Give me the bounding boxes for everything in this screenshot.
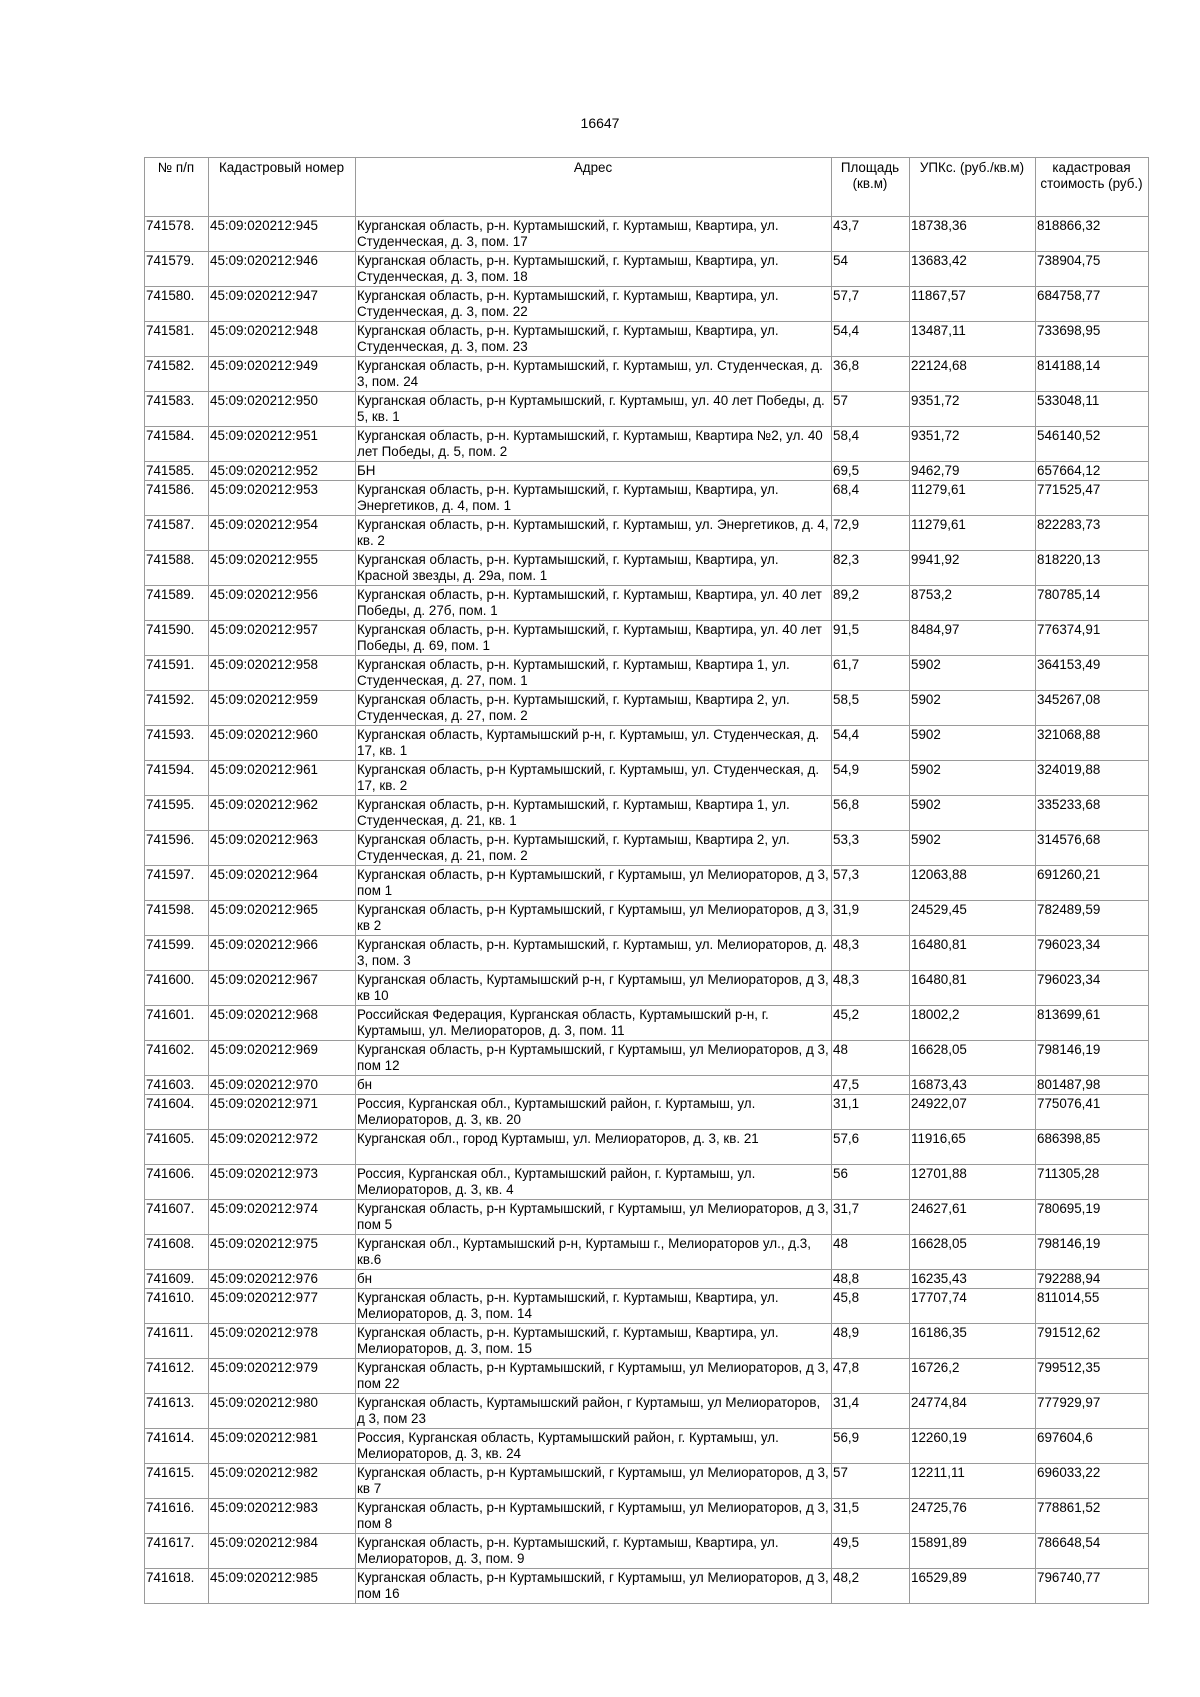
address-cell: Курганская обл., Куртамышский р-н, Куртамыш г., Мелиораторов ул., д.3, кв.6: [356, 1235, 832, 1270]
cadastral-number-cell: 45:09:020212:972: [209, 1130, 356, 1165]
address-cell: Россия, Курганская обл., Куртамышский район, г. Куртамыш, ул. Мелиораторов, д. 3, кв. 20: [356, 1095, 832, 1130]
area-cell: 54,4: [832, 726, 910, 761]
cadastral-value-cell: 799512,35: [1036, 1359, 1149, 1394]
cadastral-number-cell: 45:09:020212:970: [209, 1076, 356, 1095]
address-cell: Курганская область, р-н Куртамышский, г Куртамыш, ул Мелиораторов, д 3, пом 22: [356, 1359, 832, 1394]
table-row: [145, 656, 1149, 691]
cadastral-value-cell: 771525,47: [1036, 481, 1149, 516]
row-index-cell: 741612.: [145, 1359, 209, 1394]
upks-cell: 24627,61: [910, 1200, 1036, 1235]
area-cell: 57: [832, 392, 910, 427]
area-cell: 72,9: [832, 516, 910, 551]
upks-cell: 17707,74: [910, 1289, 1036, 1324]
address-cell: Курганская область, Куртамышский р-н, г Куртамыш, ул Мелиораторов, д 3, кв 10: [356, 971, 832, 1006]
upks-cell: 24774,84: [910, 1394, 1036, 1429]
area-cell: 56,8: [832, 796, 910, 831]
cadastral-number-cell: 45:09:020212:982: [209, 1464, 356, 1499]
row-index-cell: 741601.: [145, 1006, 209, 1041]
row-index-cell: 741587.: [145, 516, 209, 551]
address-cell: Курганская область, р-н. Куртамышский, г. Куртамыш, Квартира 2, ул. Студенческая, д. 27, пом. 2: [356, 691, 832, 726]
cadastral-number-cell: 45:09:020212:967: [209, 971, 356, 1006]
row-index-cell: 741582.: [145, 357, 209, 392]
row-index-cell: 741583.: [145, 392, 209, 427]
table-row: [145, 357, 1149, 392]
address-cell: Курганская область, р-н. Куртамышский, г. Куртамыш, Квартира, ул. 40 лет Победы, д. 27б, пом. 1: [356, 586, 832, 621]
cadastral-number-cell: 45:09:020212:955: [209, 551, 356, 586]
row-index-cell: 741605.: [145, 1130, 209, 1165]
address-cell: Курганская область, р-н. Куртамышский, г. Куртамыш, Квартира, ул. Мелиораторов, д. 3, пом. 15: [356, 1324, 832, 1359]
row-index-cell: 741611.: [145, 1324, 209, 1359]
address-cell: Курганская область, р-н. Куртамышский, г. Куртамыш, Квартира, ул. Красной звезды, д. 29а, пом. 1: [356, 551, 832, 586]
row-index-cell: 741578.: [145, 217, 209, 252]
cadastral-value-cell: 811014,55: [1036, 1289, 1149, 1324]
upks-cell: 13683,42: [910, 252, 1036, 287]
cadastral-number-cell: 45:09:020212:964: [209, 866, 356, 901]
address-cell: Курганская область, Куртамышский р-н, г. Куртамыш, ул. Студенческая, д. 17, кв. 1: [356, 726, 832, 761]
upks-cell: 16480,81: [910, 971, 1036, 1006]
address-cell: Россия, Курганская область, Куртамышский район, г. Куртамыш, ул. Мелиораторов, д. 3, кв. 24: [356, 1429, 832, 1464]
table-row: [145, 322, 1149, 357]
area-cell: 48,8: [832, 1270, 910, 1289]
upks-cell: 11279,61: [910, 481, 1036, 516]
table-row: [145, 1130, 1149, 1165]
row-index-cell: 741594.: [145, 761, 209, 796]
table-row: [145, 217, 1149, 252]
table-row: [145, 1569, 1149, 1604]
upks-cell: 5902: [910, 796, 1036, 831]
cadastral-value-cell: 798146,19: [1036, 1041, 1149, 1076]
address-cell: Курганская область, р-н. Куртамышский, г. Куртамыш, Квартира, ул. Студенческая, д. 3, пом. 23: [356, 322, 832, 357]
cadastral-value-cell: 686398,85: [1036, 1130, 1149, 1165]
upks-cell: 11867,57: [910, 287, 1036, 322]
address-cell: Курганская область, р-н Куртамышский, г Куртамыш, ул Мелиораторов, д 3, кв 2: [356, 901, 832, 936]
address-cell: бн: [356, 1270, 832, 1289]
upks-cell: 22124,68: [910, 357, 1036, 392]
row-index-cell: 741617.: [145, 1534, 209, 1569]
row-index-cell: 741618.: [145, 1569, 209, 1604]
table-row: [145, 1324, 1149, 1359]
page-number: 16647: [580, 115, 620, 131]
table-body: [145, 217, 1149, 1604]
upks-cell: 5902: [910, 691, 1036, 726]
table-row: [145, 901, 1149, 936]
area-cell: 56: [832, 1165, 910, 1200]
row-index-cell: 741607.: [145, 1200, 209, 1235]
row-index-cell: 741591.: [145, 656, 209, 691]
cadastral-value-cell: 780695,19: [1036, 1200, 1149, 1235]
cadastral-number-cell: 45:09:020212:954: [209, 516, 356, 551]
address-cell: Курганская область, р-н. Куртамышский, г. Куртамыш, Квартира, ул. Энергетиков, д. 4, пом. 1: [356, 481, 832, 516]
row-index-cell: 741589.: [145, 586, 209, 621]
cadastral-number-cell: 45:09:020212:975: [209, 1235, 356, 1270]
cadastral-value-cell: 778861,52: [1036, 1499, 1149, 1534]
table-row: [145, 831, 1149, 866]
cadastral-value-cell: 776374,91: [1036, 621, 1149, 656]
header-index: № п/п: [145, 158, 209, 217]
row-index-cell: 741610.: [145, 1289, 209, 1324]
address-cell: бн: [356, 1076, 832, 1095]
cadastral-value-cell: 777929,97: [1036, 1394, 1149, 1429]
row-index-cell: 741600.: [145, 971, 209, 1006]
table-row: [145, 287, 1149, 322]
cadastral-number-cell: 45:09:020212:963: [209, 831, 356, 866]
cadastral-value-cell: 335233,68: [1036, 796, 1149, 831]
table-row: [145, 1359, 1149, 1394]
table-row: [145, 1289, 1149, 1324]
address-cell: Курганская область, р-н Куртамышский, г. Куртамыш, ул. Студенческая, д. 17, кв. 2: [356, 761, 832, 796]
area-cell: 47,5: [832, 1076, 910, 1095]
table-row: [145, 1534, 1149, 1569]
row-index-cell: 741588.: [145, 551, 209, 586]
cadastral-value-cell: 786648,54: [1036, 1534, 1149, 1569]
upks-cell: 12260,19: [910, 1429, 1036, 1464]
area-cell: 48: [832, 1041, 910, 1076]
cadastral-value-cell: 738904,75: [1036, 252, 1149, 287]
area-cell: 57,6: [832, 1130, 910, 1165]
cadastral-value-cell: 814188,14: [1036, 357, 1149, 392]
table-row: [145, 1165, 1149, 1200]
table-row: [145, 936, 1149, 971]
area-cell: 48,3: [832, 936, 910, 971]
cadastral-value-cell: 782489,59: [1036, 901, 1149, 936]
area-cell: 53,3: [832, 831, 910, 866]
row-index-cell: 741580.: [145, 287, 209, 322]
upks-cell: 16628,05: [910, 1041, 1036, 1076]
table-row: [145, 1200, 1149, 1235]
cadastral-number-cell: 45:09:020212:960: [209, 726, 356, 761]
cadastral-number-cell: 45:09:020212:977: [209, 1289, 356, 1324]
cadastral-value-cell: 801487,98: [1036, 1076, 1149, 1095]
cadastral-number-cell: 45:09:020212:961: [209, 761, 356, 796]
cadastral-value-cell: 345267,08: [1036, 691, 1149, 726]
table-row: [145, 1394, 1149, 1429]
area-cell: 58,5: [832, 691, 910, 726]
upks-cell: 12211,11: [910, 1464, 1036, 1499]
area-cell: 48,9: [832, 1324, 910, 1359]
row-index-cell: 741602.: [145, 1041, 209, 1076]
cadastral-number-cell: 45:09:020212:959: [209, 691, 356, 726]
address-cell: Курганская область, р-н. Куртамышский, г. Куртамыш, Квартира 1, ул. Студенческая, д. 21, кв. 1: [356, 796, 832, 831]
address-cell: Курганская область, р-н Куртамышский, г Куртамыш, ул Мелиораторов, д 3, пом 12: [356, 1041, 832, 1076]
table-row: [145, 796, 1149, 831]
cadastral-number-cell: 45:09:020212:974: [209, 1200, 356, 1235]
area-cell: 56,9: [832, 1429, 910, 1464]
area-cell: 48,3: [832, 971, 910, 1006]
upks-cell: 5902: [910, 761, 1036, 796]
cadastral-number-cell: 45:09:020212:945: [209, 217, 356, 252]
address-cell: Курганская область, р-н Куртамышский, г Куртамыш, ул Мелиораторов, д 3, пом 8: [356, 1499, 832, 1534]
header-cadastral-value: кадастровая стоимость (руб.): [1036, 158, 1149, 217]
area-cell: 31,4: [832, 1394, 910, 1429]
cadastral-number-cell: 45:09:020212:979: [209, 1359, 356, 1394]
table-row: [145, 1095, 1149, 1130]
table-row: [145, 1464, 1149, 1499]
cadastral-value-cell: 533048,11: [1036, 392, 1149, 427]
cadastral-value-cell: 796023,34: [1036, 971, 1149, 1006]
table-row: [145, 516, 1149, 551]
upks-cell: 16628,05: [910, 1235, 1036, 1270]
row-index-cell: 741581.: [145, 322, 209, 357]
row-index-cell: 741606.: [145, 1165, 209, 1200]
cadastral-number-cell: 45:09:020212:984: [209, 1534, 356, 1569]
upks-cell: 11279,61: [910, 516, 1036, 551]
row-index-cell: 741603.: [145, 1076, 209, 1095]
upks-cell: 12063,88: [910, 866, 1036, 901]
table-row: [145, 462, 1149, 481]
cadastral-number-cell: 45:09:020212:962: [209, 796, 356, 831]
address-cell: Российская Федерация, Курганская область, Куртамышский р-н, г. Куртамыш, ул. Мелиораторов, д. 3, пом. 11: [356, 1006, 832, 1041]
cadastral-table: [144, 157, 1149, 1604]
area-cell: 36,8: [832, 357, 910, 392]
row-index-cell: 741590.: [145, 621, 209, 656]
upks-cell: 24725,76: [910, 1499, 1036, 1534]
row-index-cell: 741598.: [145, 901, 209, 936]
table-row: [145, 1499, 1149, 1534]
upks-cell: 24922,07: [910, 1095, 1036, 1130]
address-cell: Курганская область, р-н. Куртамышский, г. Куртамыш, ул. Мелиораторов, д. 3, пом. 3: [356, 936, 832, 971]
cadastral-number-cell: 45:09:020212:971: [209, 1095, 356, 1130]
cadastral-value-cell: 364153,49: [1036, 656, 1149, 691]
table-row: [145, 392, 1149, 427]
cadastral-number-cell: 45:09:020212:983: [209, 1499, 356, 1534]
cadastral-value-cell: 796740,77: [1036, 1569, 1149, 1604]
row-index-cell: 741597.: [145, 866, 209, 901]
address-cell: Курганская область, р-н. Куртамышский, г. Куртамыш, Квартира 2, ул. Студенческая, д. 21, пом. 2: [356, 831, 832, 866]
header-area: Площадь (кв.м): [832, 158, 910, 217]
cadastral-value-cell: 775076,41: [1036, 1095, 1149, 1130]
upks-cell: 8753,2: [910, 586, 1036, 621]
cadastral-number-cell: 45:09:020212:947: [209, 287, 356, 322]
address-cell: Курганская область, р-н. Куртамышский, г. Куртамыш, Квартира, ул. Студенческая, д. 3, пом. 22: [356, 287, 832, 322]
area-cell: 45,8: [832, 1289, 910, 1324]
area-cell: 48,2: [832, 1569, 910, 1604]
cadastral-value-cell: 733698,95: [1036, 322, 1149, 357]
address-cell: Курганская область, р-н. Куртамышский, г. Куртамыш, Квартира, ул. Мелиораторов, д. 3, пом. 9: [356, 1534, 832, 1569]
cadastral-number-cell: 45:09:020212:953: [209, 481, 356, 516]
area-cell: 68,4: [832, 481, 910, 516]
area-cell: 54,9: [832, 761, 910, 796]
cadastral-number-cell: 45:09:020212:957: [209, 621, 356, 656]
cadastral-number-cell: 45:09:020212:952: [209, 462, 356, 481]
area-cell: 57: [832, 1464, 910, 1499]
address-cell: Курганская область, р-н. Куртамышский, г. Куртамыш, Квартира №2, ул. 40 лет Победы, д. 5, пом. 2: [356, 427, 832, 462]
area-cell: 54,4: [832, 322, 910, 357]
table-row: [145, 726, 1149, 761]
row-index-cell: 741585.: [145, 462, 209, 481]
address-cell: Курганская область, р-н Куртамышский, г Куртамыш, ул Мелиораторов, д 3, пом 1: [356, 866, 832, 901]
upks-cell: 9351,72: [910, 392, 1036, 427]
row-index-cell: 741593.: [145, 726, 209, 761]
area-cell: 57,3: [832, 866, 910, 901]
cadastral-value-cell: 822283,73: [1036, 516, 1149, 551]
upks-cell: 16235,43: [910, 1270, 1036, 1289]
table-row: [145, 1041, 1149, 1076]
upks-cell: 18002,2: [910, 1006, 1036, 1041]
address-cell: Курганская область, р-н Куртамышский, г Куртамыш, ул Мелиораторов, д 3, пом 16: [356, 1569, 832, 1604]
address-cell: Россия, Курганская обл., Куртамышский район, г. Куртамыш, ул. Мелиораторов, д. 3, кв. 4: [356, 1165, 832, 1200]
row-index-cell: 741604.: [145, 1095, 209, 1130]
table-row: [145, 1235, 1149, 1270]
cadastral-number-cell: 45:09:020212:951: [209, 427, 356, 462]
address-cell: Курганская область, р-н. Куртамышский, г. Куртамыш, Квартира, ул. Студенческая, д. 3, пом. 18: [356, 252, 832, 287]
address-cell: Курганская область, р-н. Куртамышский, г. Куртамыш, ул. Энергетиков, д. 4, кв. 2: [356, 516, 832, 551]
row-index-cell: 741614.: [145, 1429, 209, 1464]
cadastral-number-cell: 45:09:020212:956: [209, 586, 356, 621]
cadastral-number-cell: 45:09:020212:950: [209, 392, 356, 427]
row-index-cell: 741579.: [145, 252, 209, 287]
cadastral-number-cell: 45:09:020212:978: [209, 1324, 356, 1359]
upks-cell: 16726,2: [910, 1359, 1036, 1394]
cadastral-number-cell: 45:09:020212:980: [209, 1394, 356, 1429]
cadastral-value-cell: 818220,13: [1036, 551, 1149, 586]
row-index-cell: 741615.: [145, 1464, 209, 1499]
cadastral-number-cell: 45:09:020212:985: [209, 1569, 356, 1604]
address-cell: Курганская область, р-н. Куртамышский, г. Куртамыш, Квартира, ул. 40 лет Победы, д. 69, пом. 1: [356, 621, 832, 656]
table-row: [145, 866, 1149, 901]
upks-cell: 5902: [910, 656, 1036, 691]
upks-cell: 8484,97: [910, 621, 1036, 656]
area-cell: 31,1: [832, 1095, 910, 1130]
row-index-cell: 741584.: [145, 427, 209, 462]
upks-cell: 5902: [910, 726, 1036, 761]
cadastral-number-cell: 45:09:020212:946: [209, 252, 356, 287]
row-index-cell: 741596.: [145, 831, 209, 866]
header-address: Адрес: [356, 158, 832, 217]
area-cell: 57,7: [832, 287, 910, 322]
cadastral-number-cell: 45:09:020212:958: [209, 656, 356, 691]
table-header-row: [145, 158, 1149, 217]
table-row: [145, 1429, 1149, 1464]
table-row: [145, 252, 1149, 287]
cadastral-number-cell: 45:09:020212:981: [209, 1429, 356, 1464]
cadastral-value-cell: 813699,61: [1036, 1006, 1149, 1041]
row-index-cell: 741599.: [145, 936, 209, 971]
upks-cell: 16186,35: [910, 1324, 1036, 1359]
area-cell: 43,7: [832, 217, 910, 252]
table-row: [145, 1006, 1149, 1041]
cadastral-value-cell: 314576,68: [1036, 831, 1149, 866]
row-index-cell: 741608.: [145, 1235, 209, 1270]
cadastral-value-cell: 818866,32: [1036, 217, 1149, 252]
cadastral-number-cell: 45:09:020212:949: [209, 357, 356, 392]
cadastral-value-cell: 711305,28: [1036, 1165, 1149, 1200]
row-index-cell: 741613.: [145, 1394, 209, 1429]
upks-cell: 9941,92: [910, 551, 1036, 586]
cadastral-value-cell: 696033,22: [1036, 1464, 1149, 1499]
upks-cell: 16873,43: [910, 1076, 1036, 1095]
table-row: [145, 481, 1149, 516]
table-row: [145, 551, 1149, 586]
address-cell: Курганская область, р-н Куртамышский, г. Куртамыш, ул. 40 лет Победы, д. 5, кв. 1: [356, 392, 832, 427]
address-cell: Курганская область, р-н Куртамышский, г Куртамыш, ул Мелиораторов, д 3, кв 7: [356, 1464, 832, 1499]
upks-cell: 5902: [910, 831, 1036, 866]
area-cell: 58,4: [832, 427, 910, 462]
area-cell: 89,2: [832, 586, 910, 621]
address-cell: Курганская область, Куртамышский район, г Куртамыш, ул Мелиораторов, д 3, пом 23: [356, 1394, 832, 1429]
area-cell: 31,5: [832, 1499, 910, 1534]
upks-cell: 12701,88: [910, 1165, 1036, 1200]
address-cell: Курганская область, р-н. Куртамышский, г. Куртамыш, Квартира 1, ул. Студенческая, д. 27, пом. 1: [356, 656, 832, 691]
area-cell: 49,5: [832, 1534, 910, 1569]
address-cell: Курганская область, р-н. Куртамышский, г. Куртамыш, ул. Студенческая, д. 3, пом. 24: [356, 357, 832, 392]
cadastral-value-cell: 798146,19: [1036, 1235, 1149, 1270]
table-row: [145, 761, 1149, 796]
area-cell: 61,7: [832, 656, 910, 691]
upks-cell: 16529,89: [910, 1569, 1036, 1604]
area-cell: 54: [832, 252, 910, 287]
row-index-cell: 741592.: [145, 691, 209, 726]
cadastral-value-cell: 684758,77: [1036, 287, 1149, 322]
cadastral-number-cell: 45:09:020212:969: [209, 1041, 356, 1076]
area-cell: 48: [832, 1235, 910, 1270]
table-row: [145, 1270, 1149, 1289]
address-cell: Курганская область, р-н. Куртамышский, г. Куртамыш, Квартира, ул. Мелиораторов, д. 3, пом. 14: [356, 1289, 832, 1324]
area-cell: 47,8: [832, 1359, 910, 1394]
header-cadastral-number: Кадастровый номер: [209, 158, 356, 217]
address-cell: БН: [356, 462, 832, 481]
cadastral-number-cell: 45:09:020212:968: [209, 1006, 356, 1041]
area-cell: 82,3: [832, 551, 910, 586]
upks-cell: 9462,79: [910, 462, 1036, 481]
cadastral-number-cell: 45:09:020212:948: [209, 322, 356, 357]
area-cell: 69,5: [832, 462, 910, 481]
area-cell: 45,2: [832, 1006, 910, 1041]
table-row: [145, 427, 1149, 462]
row-index-cell: 741586.: [145, 481, 209, 516]
address-cell: Курганская область, р-н. Куртамышский, г. Куртамыш, Квартира, ул. Студенческая, д. 3, пом. 17: [356, 217, 832, 252]
address-cell: Курганская область, р-н Куртамышский, г Куртамыш, ул Мелиораторов, д 3, пом 5: [356, 1200, 832, 1235]
cadastral-value-cell: 546140,52: [1036, 427, 1149, 462]
header-upks: УПКс. (руб./кв.м): [910, 158, 1036, 217]
upks-cell: 15891,89: [910, 1534, 1036, 1569]
cadastral-value-cell: 796023,34: [1036, 936, 1149, 971]
upks-cell: 24529,45: [910, 901, 1036, 936]
cadastral-value-cell: 657664,12: [1036, 462, 1149, 481]
cadastral-number-cell: 45:09:020212:976: [209, 1270, 356, 1289]
cadastral-value-cell: 792288,94: [1036, 1270, 1149, 1289]
cadastral-value-cell: 780785,14: [1036, 586, 1149, 621]
row-index-cell: 741595.: [145, 796, 209, 831]
row-index-cell: 741609.: [145, 1270, 209, 1289]
area-cell: 91,5: [832, 621, 910, 656]
table-row: [145, 621, 1149, 656]
cadastral-value-cell: 324019,88: [1036, 761, 1149, 796]
cadastral-value-cell: 791512,62: [1036, 1324, 1149, 1359]
address-cell: Курганская обл., город Куртамыш, ул. Мелиораторов, д. 3, кв. 21: [356, 1130, 832, 1165]
upks-cell: 11916,65: [910, 1130, 1036, 1165]
row-index-cell: 741616.: [145, 1499, 209, 1534]
cadastral-value-cell: 321068,88: [1036, 726, 1149, 761]
cadastral-number-cell: 45:09:020212:966: [209, 936, 356, 971]
area-cell: 31,7: [832, 1200, 910, 1235]
cadastral-value-cell: 691260,21: [1036, 866, 1149, 901]
table-row: [145, 971, 1149, 1006]
upks-cell: 18738,36: [910, 217, 1036, 252]
cadastral-number-cell: 45:09:020212:973: [209, 1165, 356, 1200]
cadastral-value-cell: 697604,6: [1036, 1429, 1149, 1464]
upks-cell: 9351,72: [910, 427, 1036, 462]
upks-cell: 13487,11: [910, 322, 1036, 357]
table-row: [145, 586, 1149, 621]
cadastral-number-cell: 45:09:020212:965: [209, 901, 356, 936]
area-cell: 31,9: [832, 901, 910, 936]
table-row: [145, 691, 1149, 726]
upks-cell: 16480,81: [910, 936, 1036, 971]
table-row: [145, 1076, 1149, 1095]
